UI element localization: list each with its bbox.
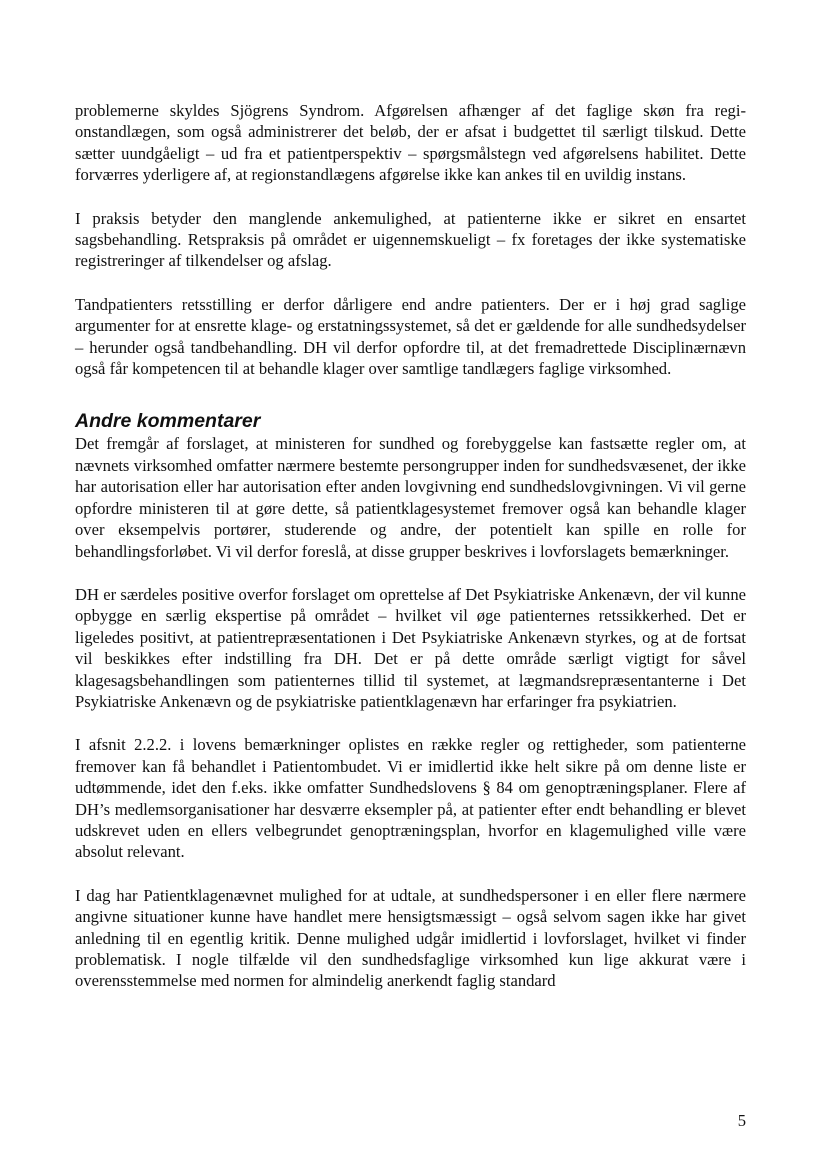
paragraph-ministry-rules: Det fremgår af forslaget, at ministeren for sundhed og forebyggelse kan fastsætte regler om, at nævnets virksomhed omfatter nærmere bestemte persongrupper inden for sundhedsvæsenet, der ikke har autorisation eller har autorisation efter anden lovgivning end sundhedslovgivningen. Vi vil gerne opfordre ministeren til at gøre dette, så patientklagesystemet fremover også kan behandle klager over eksempelvis portører, studerende og andre, der potentielt kan spille en rolle for behandlingsforløbet. Vi vil derfor foreslå, at disse grupper beskrives i lovforslagets bemærkninger. xyxy=(75,434,746,561)
section-heading: Andre kommentarer xyxy=(75,410,261,433)
page-content xyxy=(75,100,746,992)
page-number: 5 xyxy=(737,1111,746,1130)
paragraph-complaints-board: I dag har Patientklagenævnet mulighed for at udtale, at sundhedspersoner i en eller flere nærmere angivne situationer kunne have handlet mere hensigtsmæssigt – også selvom sagen ikke har givet anledning til en egentlig kritik. Denne mulighed udgår imidlertid i lovforslaget, hvilket vi finder problematisk. I nogle tilfælde vil den sundhedsfaglige virksomhed kun lige akkurat være i overensstemmelse med normen for almindelig anerkendt faglig standard xyxy=(75,885,746,991)
paragraph-psychiatric-board: DH er særdeles positive overfor forslaget om oprettelse af Det Psykiatriske Ankenævn, der vil kunne opbygge en særlig ekspertise på området – hvilket vil øge patienternes retssikkerhed. Det er ligeledes positivt, at patientrepræsentationen i Det Psykiatriske Ankenævn styrkes, og at de fortsat vil beskikkes efter indstilling fra DH. Det er på dette område særligt vigtigt for såvel klagesagsbehandlingen som patienternes tillid til systemet, at lægmandsrepræsentanterne i Det Psykiatriske Ankenævn og de psykiatriske patientklagenævn har erfaringer fra psykiatrien. xyxy=(75,584,746,711)
paragraph-sjogren-decision: problemerne skyldes Sjögrens Syndrom. Afgørelsen afhænger af det faglige skøn fra regionstandlægen, som også administrerer det beløb, der er afsat i budgettet til særligt tilskud. Dette sætter uundgåeligt – ud fra et patientperspektiv – spørgsmålstegn ved afgørelsens habilitet. Dette forværres yderligere af, at regionstandlægens afgørelse ikke kan ankes til en uvildig instans. xyxy=(75,101,746,185)
paragraph-section-2-2-2: I afsnit 2.2.2. i lovens bemærkninger oplistes en række regler og rettigheder, som patienterne fremover kan få behandlet i Patientombudet. Vi er imidlertid ikke helt sikre på om denne liste er udtømmende, idet den f.eks. ikke omfatter Sundhedslovens § 84 om genoptræningsplaner. Flere af DH’s medlemsorganisationer har desværre eksempler på, at patienter efter endt behandling er blevet udskrevet uden en ellers velbegrundet genoptræningsplan, hvorfor en klagemulighed ville være absolut relevant. xyxy=(75,735,746,862)
paragraph-appeal-practice: I praksis betyder den manglende ankemulighed, at patienterne ikke er sikret en ensartet sagsbehandling. Retspraksis på området er uigennemskueligt – fx foretages der ikke systematiske registreringer af tilkendelser og afslag. xyxy=(75,208,746,271)
paragraph-dental-patients: Tandpatienters retsstilling er derfor dårligere end andre patienters. Der er i høj grad saglige argumenter for at ensrette klage- og erstatningssystemet, så det er gældende for alle sundhedsydelser – herunder også tandbehandling. DH vil derfor opfordre til, at det fremadrettede Disciplinærnævn også får kompetencen til at behandle klager over samtlige tandlægers faglige virksomhed. xyxy=(75,294,746,379)
